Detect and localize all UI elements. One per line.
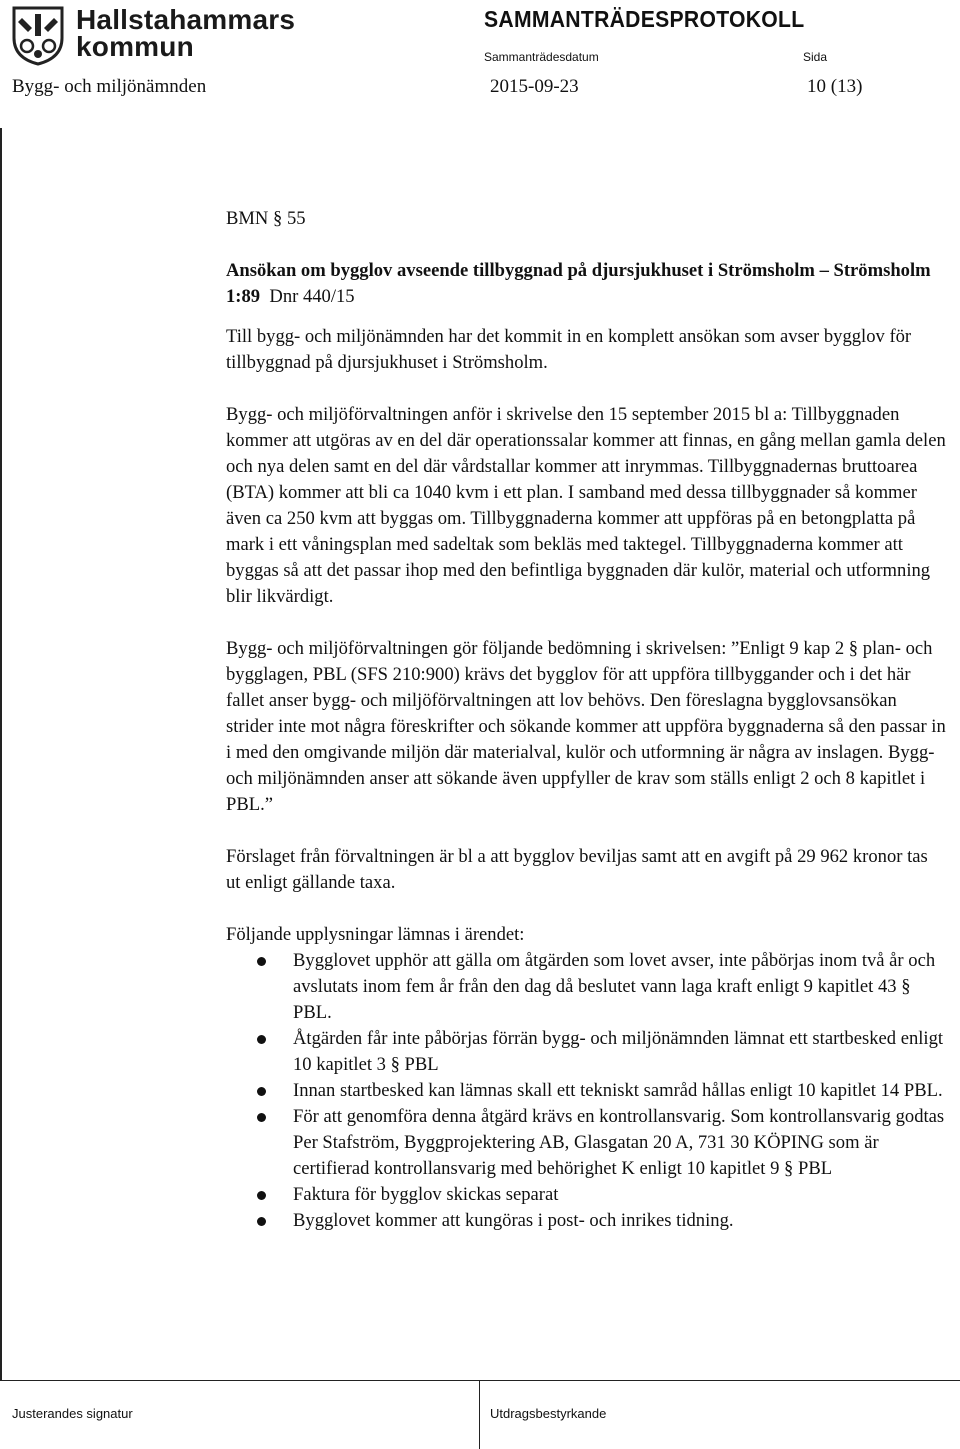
coat-of-arms-icon [10,4,66,66]
page-number: 10 (13) [807,76,863,97]
footer-rule [0,1380,960,1381]
left-margin-rule [0,128,2,1380]
organization-name [76,6,295,60]
org-line-2: kommun [76,31,194,62]
information-list [226,948,946,1234]
case-title [226,258,946,310]
list-item: För att genomföra denna åtgärd krävs en kontrollansvarig. Som kontrollansvarig godtas Per Stafström, Byggprojektering AB, Glasgatan 20 A, 731 30 KÖPING som är certifierad kontrollansvarig med behörighet K enligt 10 kapitlet 9 § PBL [226,1104,946,1182]
page-label: Sida [803,50,828,64]
list-item: Innan startbesked kan lämnas skall ett tekniskt samråd hållas enligt 10 kapitlet 14 PBL. [226,1078,946,1104]
list-intro: Följande upplysningar lämnas i ärendet: [226,924,525,945]
case-title-text: Ansökan om bygglov avseende tillbyggnad på djursjukhuset i Strömsholm – Strömsholm 1:89 [226,260,931,307]
paragraph-4: Förslaget från förvaltningen är bl a att bygglov beviljas samt att en avgift på 29 962 kronor tas ut enligt gällande taxa. [226,846,928,893]
paragraph-3: Bygg- och miljöförvaltningen gör följande bedömning i skrivelsen: ”Enligt 9 kap 2 § plan- och bygglagen, PBL (SFS 210:900) krävs det bygglov för att uppföra tillbyggander och i det här fallet anser bygg- och miljöförvaltningen att lov behövs. Den föreslagna bygglovsansökan strider inte mot några föreskrifter och sökande kommer att uppföra byggnaderna så den passar in i med den omgivande miljön där materialval, kulör och utformning är några av inslagen. Bygg- och miljönämnden anser att sökande även uppfyller de krav som ställs enligt 2 och 8 kapitlet i PBL.” [226,638,946,815]
case-number: BMN § 55 [226,208,306,229]
extract-certification-label: Utdragsbestyrkande [490,1406,607,1421]
paragraph-2: Bygg- och miljöförvaltningen anför i skrivelse den 15 september 2015 bl a: Tillbyggnaden kommer att utgöras av en del där operationssalar kommer att finnas, en gång mellan gamla delen och nya delen samt en del där vårdstallar kommer att inrymmas. Tillbyggnadernas bruttoarea (BTA) kommer att bli ca 1040 kvm i ett plan. I samband med dessa tillbyggnader så kommer även ca 250 kvm att byggas om. Tillbyggnaderna kommer att uppföras på en betongplatta på mark i ett våningsplan med sadeltak som bekläs med taktegel. Tillbyggnaderna kommer att byggas så att det passar ihop med den befintliga byggnaden där kulör, material och utformning blir likvärdigt. [226,404,946,607]
municipality-logo [10,4,296,66]
document-body [226,206,946,1234]
list-item: Åtgärden får inte påbörjas förrän bygg- och miljönämnden lämnat ett startbesked enligt 10 kapitlet 3 § PBL [226,1026,946,1078]
page-header [0,0,960,120]
case-dnr: Dnr 440/15 [269,286,355,307]
document-title: SAMMANTRÄDESPROTOKOLL [484,6,805,32]
date-label: Sammanträdesdatum [484,50,599,64]
meeting-date: 2015-09-23 [490,76,579,97]
org-line-1: Hallstahammars [76,4,296,35]
footer-divider [479,1380,480,1449]
list-item: Bygglovet kommer att kungöras i post- och inrikes tidning. [226,1208,946,1234]
signature-label: Justerandes signatur [12,1406,133,1421]
list-item: Faktura för bygglov skickas separat [226,1182,946,1208]
committee-name: Bygg- och miljönämnden [12,76,207,97]
paragraph-1: Till bygg- och miljönämnden har det kommit in en komplett ansökan som avser bygglov för tillbyggnad på djursjukhuset i Strömsholm. [226,326,912,373]
list-item: Bygglovet upphör att gälla om åtgärden som lovet avser, inte påbörjas inom två år och avslutats inom fem år från den dag då beslutet vann laga kraft enligt 9 kapitlet 43 § PBL. [226,948,946,1026]
